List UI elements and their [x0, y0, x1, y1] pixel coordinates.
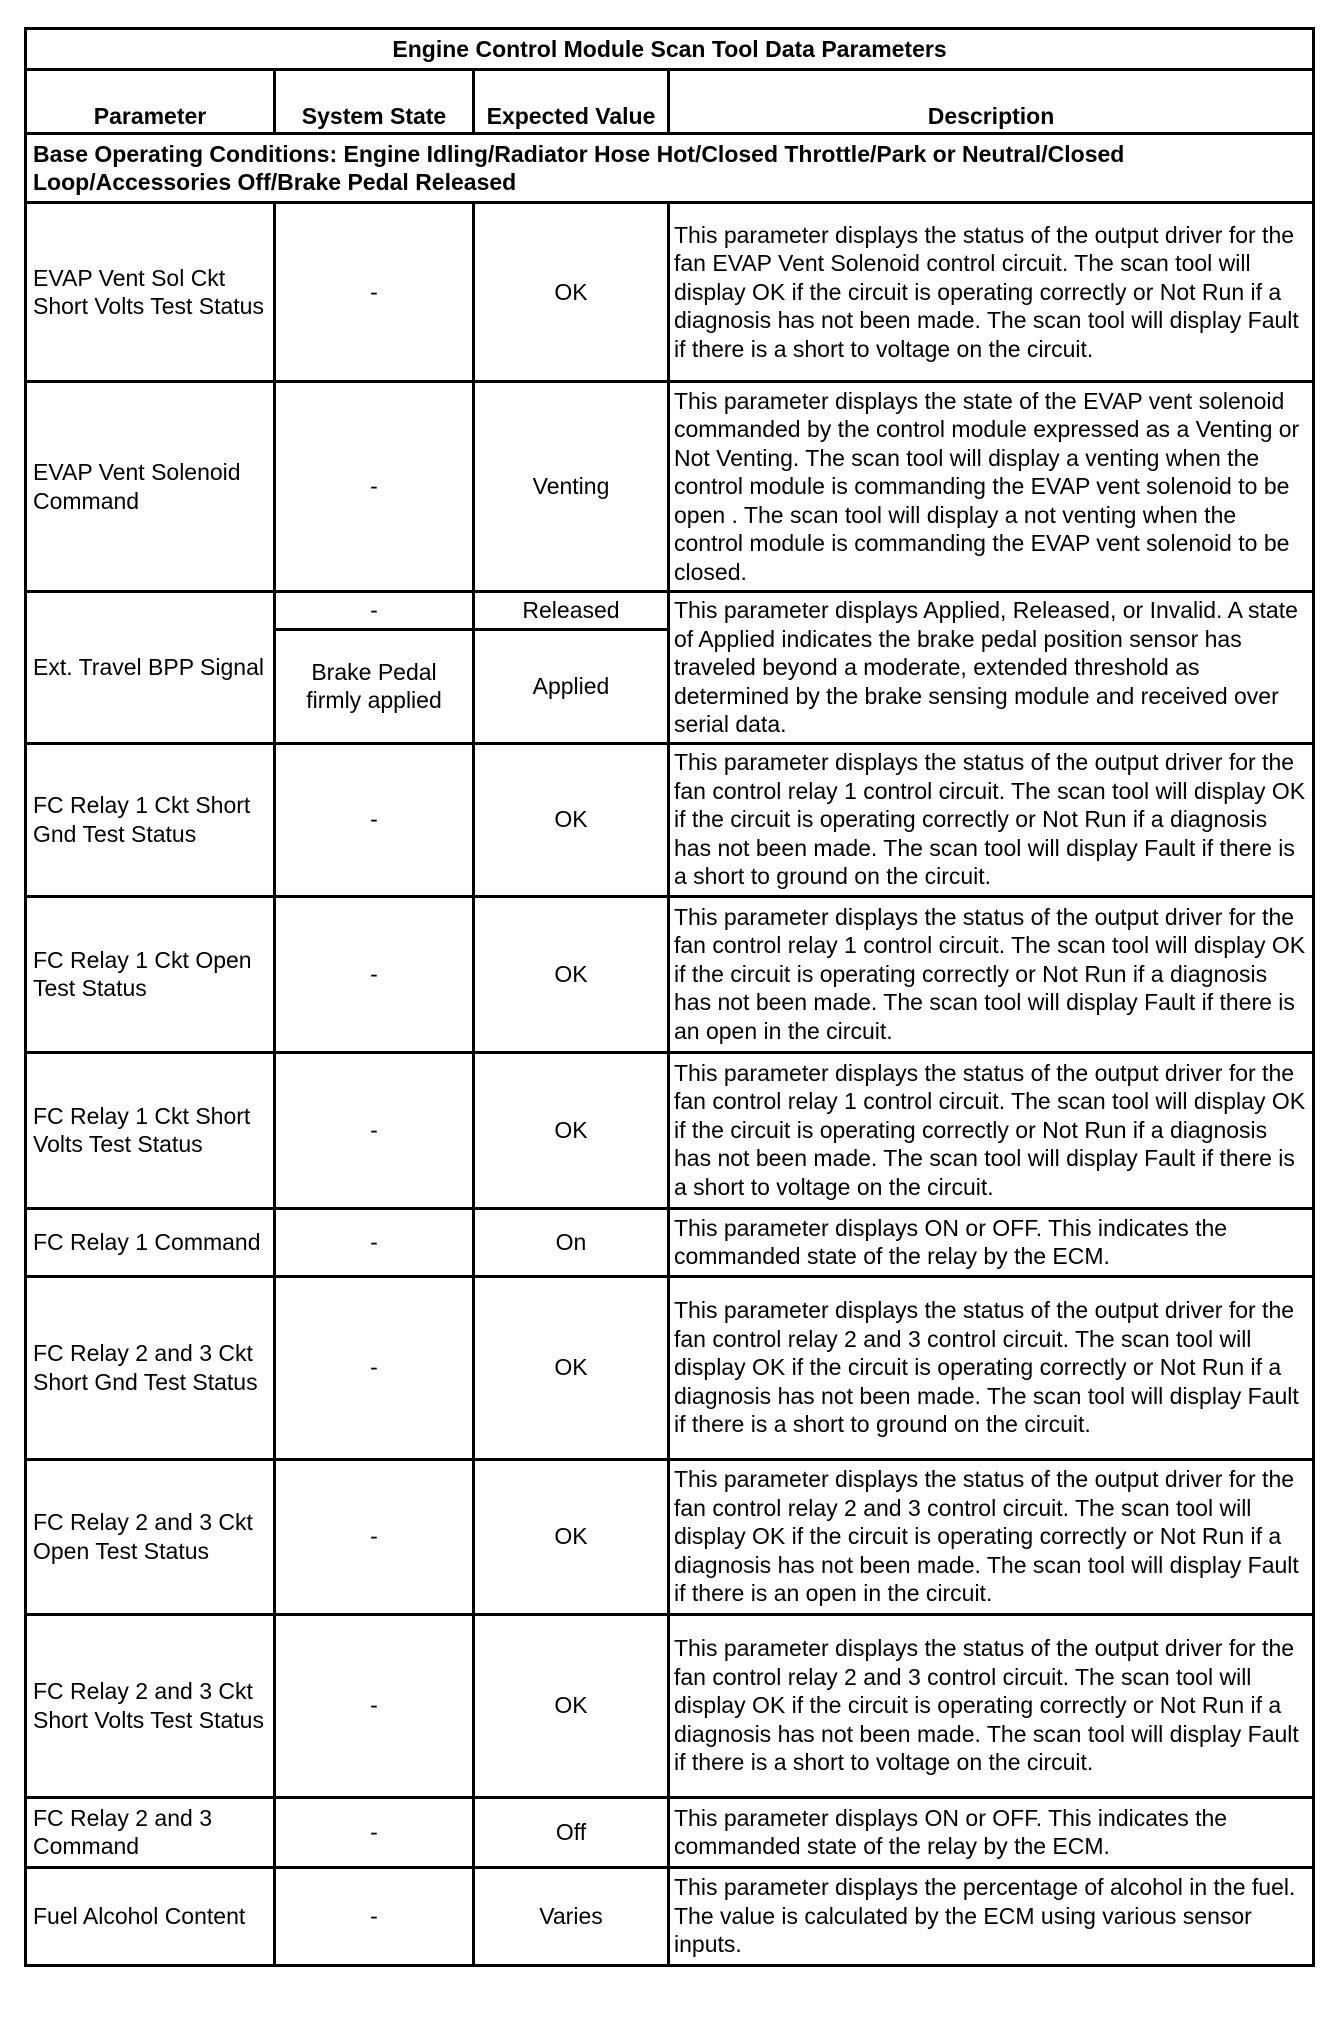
- expected-value-cell: Released: [474, 592, 669, 630]
- description-cell: This parameter displays the status of the output driver for the fan control relay 2 and 3 control circuit. The scan tool will display OK if the circuit is operating correctly or Not Run if a diagnosis has not been made. The scan tool will display Fault if there is an open in the circuit.: [669, 1459, 1314, 1614]
- table-row: [26, 1276, 1314, 1459]
- header-expected-value: Expected Value: [474, 70, 669, 134]
- parameter-cell: FC Relay 1 Ckt Short Gnd Test Status: [26, 743, 275, 896]
- parameter-cell: FC Relay 2 and 3 Ckt Short Gnd Test Status: [26, 1276, 275, 1459]
- header-system-state: System State: [275, 70, 474, 134]
- description-cell: This parameter displays ON or OFF. This indicates the commanded state of the relay by the ECM.: [669, 1208, 1314, 1276]
- parameter-cell: FC Relay 2 and 3 Ckt Open Test Status: [26, 1459, 275, 1614]
- table-row: [26, 1459, 1314, 1614]
- parameter-cell: FC Relay 1 Ckt Short Volts Test Status: [26, 1052, 275, 1208]
- system-state-cell: -: [275, 743, 474, 896]
- expected-value-cell: OK: [474, 203, 669, 382]
- table-row: [26, 1052, 1314, 1208]
- expected-value-cell: Applied: [474, 630, 669, 743]
- parameter-cell: FC Relay 1 Command: [26, 1208, 275, 1276]
- description-cell: This parameter displays the status of the output driver for the fan control relay 1 control circuit. The scan tool will display OK if the circuit is operating correctly or Not Run if a diagnosis has not been made. The scan tool will display Fault if there is a short to voltage on the circuit.: [669, 1052, 1314, 1208]
- description-cell: This parameter displays the percentage of alcohol in the fuel. The value is calculated by the ECM using various sensor inputs.: [669, 1867, 1314, 1965]
- base-operating-conditions: Base Operating Conditions: Engine Idling/Radiator Hose Hot/Closed Throttle/Park or Neutral/Closed Loop/Accessories Off/Brake Pedal Released: [26, 134, 1314, 203]
- document-page: [24, 27, 1312, 1967]
- parameter-cell: EVAP Vent Solenoid Command: [26, 382, 275, 592]
- table-title: Engine Control Module Scan Tool Data Parameters: [26, 29, 1314, 70]
- system-state-cell: -: [275, 382, 474, 592]
- expected-value-cell: Varies: [474, 1867, 669, 1965]
- table-row: [26, 1614, 1314, 1797]
- description-cell: This parameter displays the status of the output driver for the fan control relay 2 and 3 control circuit. The scan tool will display OK if the circuit is operating correctly or Not Run if a diagnosis has not been made. The scan tool will display Fault if there is a short to ground on the circuit.: [669, 1276, 1314, 1459]
- expected-value-cell: OK: [474, 743, 669, 896]
- table-row: [26, 382, 1314, 592]
- expected-value-cell: OK: [474, 896, 669, 1052]
- system-state-cell: -: [275, 1276, 474, 1459]
- expected-value-cell: Venting: [474, 382, 669, 592]
- header-parameter: Parameter: [26, 70, 275, 134]
- parameter-cell: EVAP Vent Sol Ckt Short Volts Test Status: [26, 203, 275, 382]
- system-state-cell: -: [275, 1208, 474, 1276]
- expected-value-cell: Off: [474, 1797, 669, 1867]
- system-state-cell: Brake Pedal firmly applied: [275, 630, 474, 743]
- description-cell: This parameter displays the status of the output driver for the fan EVAP Vent Solenoid control circuit. The scan tool will display OK if the circuit is operating correctly or Not Run if a diagnosis has not been made. The scan tool will display Fault if there is a short to voltage on the circuit.: [669, 203, 1314, 382]
- description-cell: This parameter displays ON or OFF. This indicates the commanded state of the relay by the ECM.: [669, 1797, 1314, 1867]
- header-description: Description: [669, 70, 1314, 134]
- parameter-cell: FC Relay 1 Ckt Open Test Status: [26, 896, 275, 1052]
- system-state-cell: -: [275, 896, 474, 1052]
- system-state-cell: -: [275, 1867, 474, 1965]
- table-row: [26, 1797, 1314, 1867]
- expected-value-cell: OK: [474, 1459, 669, 1614]
- parameter-cell: Fuel Alcohol Content: [26, 1867, 275, 1965]
- expected-value-cell: OK: [474, 1276, 669, 1459]
- parameter-cell: FC Relay 2 and 3 Ckt Short Volts Test Status: [26, 1614, 275, 1797]
- scan-tool-data-table: [24, 27, 1315, 1967]
- system-state-cell: -: [275, 203, 474, 382]
- expected-value-cell: On: [474, 1208, 669, 1276]
- table-row: [26, 743, 1314, 896]
- expected-value-cell: OK: [474, 1052, 669, 1208]
- system-state-cell: -: [275, 1052, 474, 1208]
- parameter-cell: Ext. Travel BPP Signal: [26, 592, 275, 744]
- system-state-cell: -: [275, 1797, 474, 1867]
- expected-value-cell: OK: [474, 1614, 669, 1797]
- table-row: [26, 1208, 1314, 1276]
- description-cell: This parameter displays the status of the output driver for the fan control relay 2 and 3 control circuit. The scan tool will display OK if the circuit is operating correctly or Not Run if a diagnosis has not been made. The scan tool will display Fault if there is a short to voltage on the circuit.: [669, 1614, 1314, 1797]
- header-row: [26, 70, 1314, 134]
- system-state-cell: -: [275, 592, 474, 630]
- table-row: [26, 1867, 1314, 1965]
- parameter-cell: FC Relay 2 and 3 Command: [26, 1797, 275, 1867]
- table-row: [26, 203, 1314, 382]
- description-cell: This parameter displays the state of the EVAP vent solenoid commanded by the control module expressed as a Venting or Not Venting. The scan tool will display a venting when the control module is commanding the EVAP vent solenoid to be open . The scan tool will display a not venting when the control module is commanding the EVAP vent solenoid to be closed.: [669, 382, 1314, 592]
- description-cell: This parameter displays the status of the output driver for the fan control relay 1 control circuit. The scan tool will display OK if the circuit is operating correctly or Not Run if a diagnosis has not been made. The scan tool will display Fault if there is a short to ground on the circuit.: [669, 743, 1314, 896]
- description-cell: This parameter displays Applied, Released, or Invalid. A state of Applied indicates the brake pedal position sensor has traveled beyond a moderate, extended threshold as determined by the brake sensing module and received over serial data.: [669, 592, 1314, 744]
- description-cell: This parameter displays the status of the output driver for the fan control relay 1 control circuit. The scan tool will display OK if the circuit is operating correctly or Not Run if a diagnosis has not been made. The scan tool will display Fault if there is an open in the circuit.: [669, 896, 1314, 1052]
- table-row: [26, 592, 1314, 630]
- system-state-cell: -: [275, 1614, 474, 1797]
- table-row: [26, 896, 1314, 1052]
- system-state-cell: -: [275, 1459, 474, 1614]
